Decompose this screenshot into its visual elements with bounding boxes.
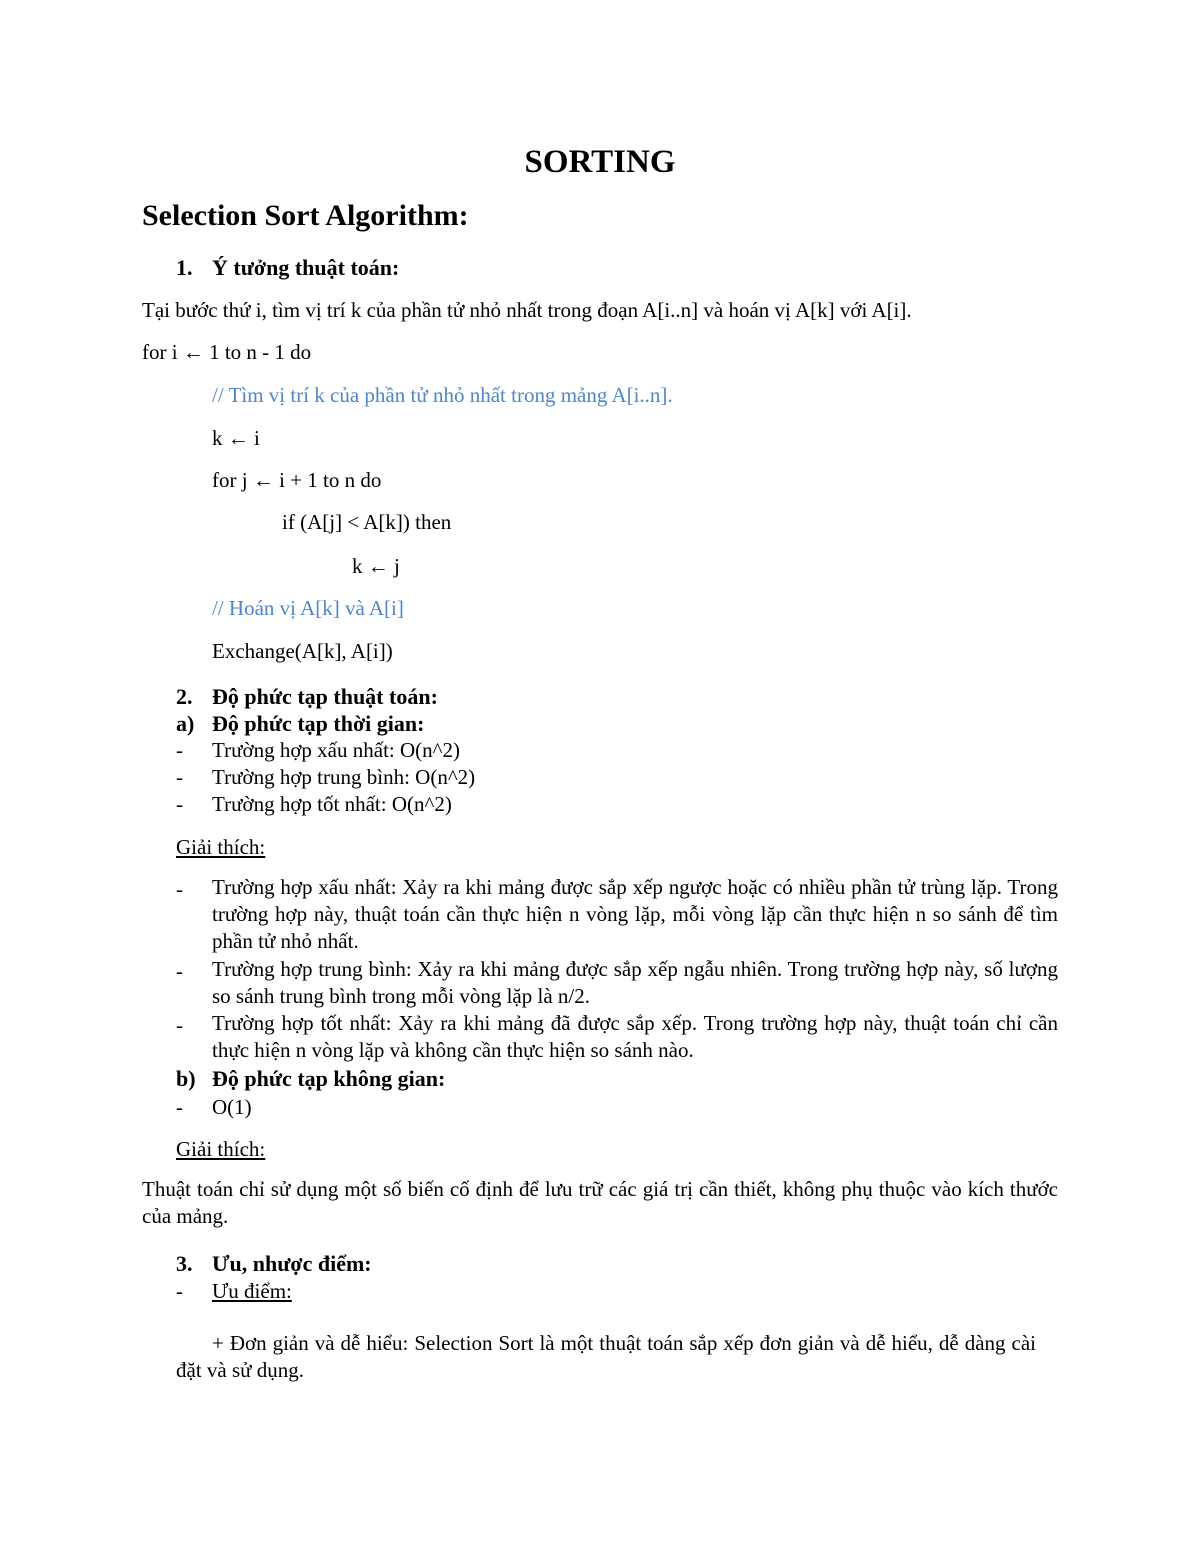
time-item-worst: Trường hợp xấu nhất: O(n^2)	[212, 738, 460, 762]
code-line-1: for i ← 1 to n - 1 do	[142, 340, 312, 364]
bullet-dash: -	[176, 1013, 183, 1037]
section-title: Selection Sort Algorithm:	[142, 199, 469, 232]
bullet-dash: -	[176, 959, 183, 983]
explain-label-1: Giải thích:	[176, 835, 266, 859]
heading-1	[176, 257, 399, 279]
subheading-b	[176, 1068, 445, 1090]
code-line-5: k ← j	[352, 554, 400, 578]
heading-2	[176, 686, 438, 708]
code-line-6: Exchange(A[k], A[i])	[212, 639, 393, 663]
bullet-dash: -	[176, 877, 183, 901]
subheading-a-text: Độ phức tạp thời gian:	[212, 711, 425, 736]
code-line-4: if (A[j] < A[k]) then	[282, 510, 452, 534]
intro-paragraph: Tại bước thứ i, tìm vị trí k của phần tử nhỏ nhất trong đoạn A[i..n] và hoán vị A[k] với A[i].	[142, 298, 912, 322]
bullet-dash: -	[176, 765, 183, 789]
code-comment-1: // Tìm vị trí k của phần tử nhỏ nhất trong mảng A[i..n].	[212, 383, 673, 407]
subheading-b-label: b)	[176, 1066, 196, 1091]
bullet-dash: -	[176, 1279, 183, 1303]
heading-1-text: Ý tưởng thuật toán:	[212, 255, 400, 280]
time-item-average: Trường hợp trung bình: O(n^2)	[212, 765, 476, 789]
pros-label: Ưu điểm:	[212, 1279, 292, 1303]
time-item-best: Trường hợp tốt nhất: O(n^2)	[212, 792, 452, 816]
heading-1-number: 1.	[176, 255, 193, 280]
explain-item-best: Trường hợp tốt nhất: Xảy ra khi mảng đã được sắp xếp. Trong trường hợp này, thuật toán chỉ cần thực hiện n vòng lặp và không cần thực hiện so sánh nào.	[212, 1011, 1058, 1062]
explain-item-worst: Trường hợp xấu nhất: Xảy ra khi mảng được sắp xếp ngược hoặc có nhiều phần tử trùng lặp. Trong trường hợp này, thuật toán cần thực hiện n vòng lặp, mỗi vòng lặp cần thực hiện n so sánh để tìm phần tử nhỏ nhất.	[212, 875, 1058, 953]
pros-paragraph: + Đơn giản và dễ hiểu: Selection Sort là một thuật toán sắp xếp đơn giản và dễ hiểu, dễ dàng cài đặt và sử dụng.	[176, 1331, 1036, 1382]
heading-3	[176, 1253, 372, 1275]
heading-3-text: Ưu, nhược điểm:	[212, 1251, 372, 1276]
subheading-a-label: a)	[176, 711, 195, 736]
page-title: SORTING	[524, 144, 676, 180]
explain-item-average: Trường hợp trung bình: Xảy ra khi mảng được sắp xếp ngẫu nhiên. Trong trường hợp này, số lượng so sánh trung bình trong mỗi vòng lặp là n/2.	[212, 957, 1058, 1008]
bullet-dash: -	[176, 738, 183, 762]
explain-space-paragraph: Thuật toán chỉ sử dụng một số biến cố định để lưu trữ các giá trị cần thiết, không phụ thuộc vào kích thước của mảng.	[142, 1177, 1058, 1228]
space-item: O(1)	[212, 1095, 252, 1119]
explain-label-2: Giải thích:	[176, 1137, 266, 1161]
heading-2-number: 2.	[176, 684, 193, 709]
heading-3-number: 3.	[176, 1251, 193, 1276]
code-line-3: for j ← i + 1 to n do	[212, 468, 382, 492]
code-line-2: k ← i	[212, 426, 260, 450]
heading-2-text: Độ phức tạp thuật toán:	[212, 684, 438, 709]
bullet-dash: -	[176, 1095, 183, 1119]
bullet-dash: -	[176, 792, 183, 816]
code-comment-2: // Hoán vị A[k] và A[i]	[212, 596, 404, 620]
subheading-b-text: Độ phức tạp không gian:	[212, 1066, 446, 1091]
subheading-a	[176, 713, 424, 735]
